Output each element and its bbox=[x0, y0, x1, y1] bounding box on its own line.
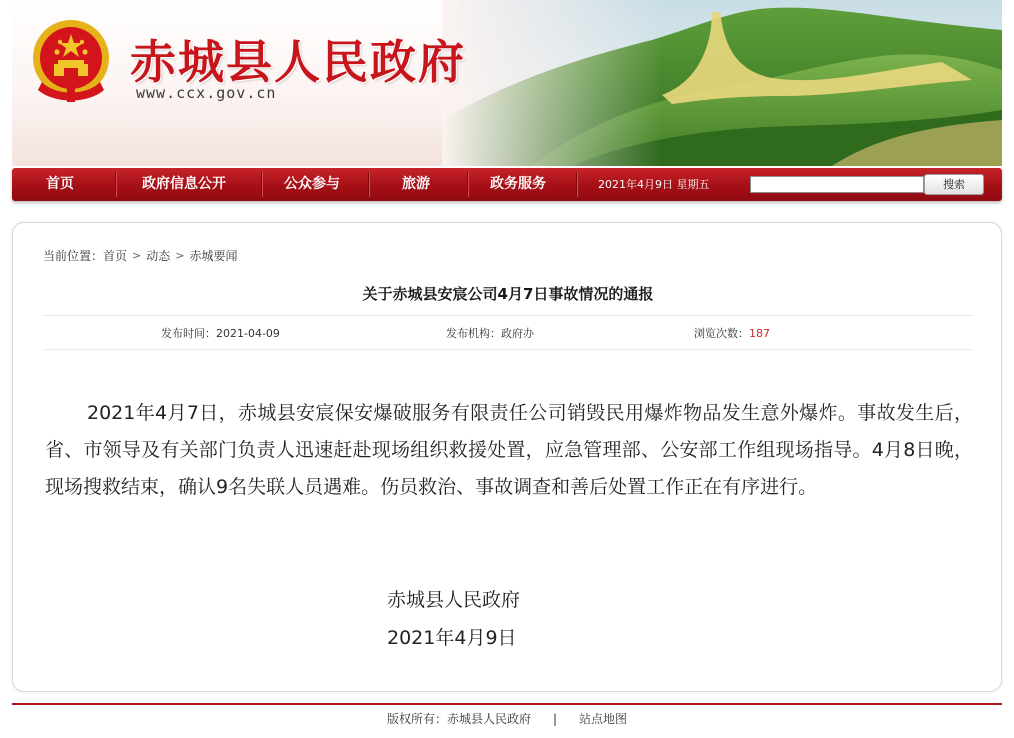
nav-item-tourism[interactable]: 旅游 bbox=[402, 176, 430, 192]
publish-time-value: 2021-04-09 bbox=[216, 327, 280, 340]
copyright: 版权所有：赤城县人民政府 bbox=[386, 712, 531, 726]
nav-divider bbox=[576, 172, 578, 197]
site-url: www.ccx.gov.cn bbox=[136, 84, 277, 102]
header-banner bbox=[12, 0, 1002, 166]
breadcrumb-news[interactable]: 动态 bbox=[146, 249, 171, 263]
divider bbox=[43, 315, 973, 316]
nav-item-gov-services[interactable]: 政务服务 bbox=[490, 176, 546, 192]
nav-divider bbox=[467, 172, 469, 197]
sitemap-link[interactable]: 站点地图 bbox=[579, 712, 628, 726]
breadcrumb-home[interactable]: 首页 bbox=[103, 249, 128, 263]
article-body: 2021年4月7日，赤城县安宸保安爆破服务有限责任公司销毁民用爆炸物品发生意外爆炸。事故发生后，省、市领导及有关部门负责人迅速赶赴现场组织救援处置，应急管理部、公安部工作组现场指导。4月8日晚，现场搜救结束，确认9名失联人员遇难。伤员救治、事故调查和善后处置工作正在有序进行。 bbox=[45, 402, 973, 498]
view-count-label: 浏览次数： bbox=[694, 327, 749, 340]
main-nav bbox=[12, 168, 1002, 201]
nav-divider bbox=[368, 172, 370, 197]
breadcrumb bbox=[43, 247, 238, 264]
divider bbox=[43, 349, 973, 350]
publisher-label: 发布机构： bbox=[446, 327, 501, 340]
chevron-right-icon: > bbox=[175, 249, 185, 262]
search-button[interactable]: 搜索 bbox=[924, 174, 984, 195]
article-card bbox=[12, 222, 1002, 692]
view-count-value: 187 bbox=[749, 327, 770, 340]
nav-item-home[interactable]: 首页 bbox=[46, 176, 74, 192]
current-date: 2021年4月9日 星期五 bbox=[598, 178, 710, 191]
view-count bbox=[694, 325, 770, 341]
national-emblem-icon bbox=[30, 16, 112, 104]
publisher-value: 政府办 bbox=[501, 327, 534, 340]
site-title[interactable]: 赤城县人民政府 bbox=[130, 35, 466, 89]
breadcrumb-prefix: 当前位置： bbox=[43, 249, 104, 263]
publish-time-label: 发布时间： bbox=[161, 327, 216, 340]
publish-time bbox=[161, 325, 280, 341]
signature-organization: 赤城县人民政府 bbox=[387, 589, 521, 611]
breadcrumb-chicheng-news[interactable]: 赤城要闻 bbox=[189, 249, 238, 263]
footer-divider bbox=[12, 703, 1002, 705]
footer bbox=[0, 710, 1014, 727]
nav-divider bbox=[115, 172, 117, 197]
nav-item-public-participation[interactable]: 公众参与 bbox=[284, 176, 340, 192]
nav-divider bbox=[261, 172, 263, 197]
nav-item-gov-info[interactable]: 政府信息公开 bbox=[142, 176, 226, 192]
article-title: 关于赤城县安宸公司4月7日事故情况的通报 bbox=[362, 285, 654, 303]
signature-date: 2021年4月9日 bbox=[387, 627, 517, 649]
footer-separator: | bbox=[552, 712, 558, 726]
publisher bbox=[446, 325, 534, 341]
chevron-right-icon: > bbox=[132, 249, 142, 262]
search-input[interactable] bbox=[750, 176, 924, 193]
